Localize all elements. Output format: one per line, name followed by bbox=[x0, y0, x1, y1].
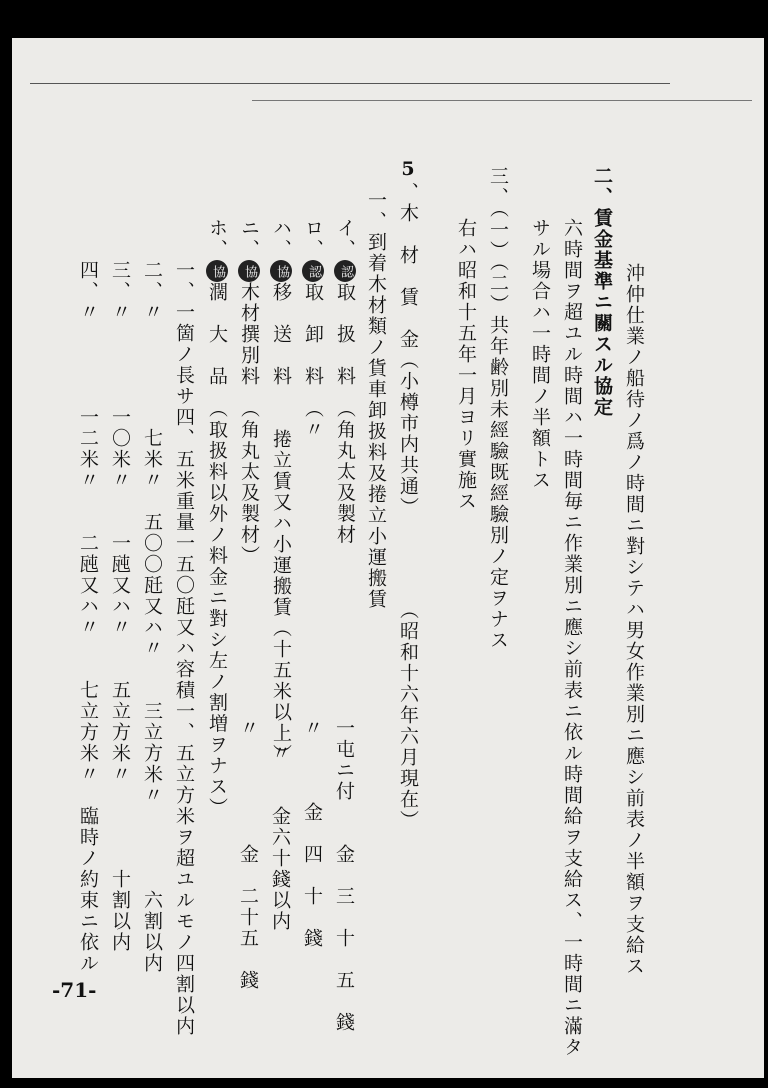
item-ni bbox=[238, 218, 260, 567]
top-rule bbox=[30, 83, 670, 84]
item-i bbox=[334, 218, 356, 546]
item-i-text: 取 扱 料 （角丸太及製材 bbox=[334, 282, 356, 546]
item-ha-text: 移 送 料 捲立賃又ハ小運搬賃（十五米以上） bbox=[270, 282, 292, 765]
section2-line1: 沖仲仕業ノ船待ノ爲ノ時間ニ對シテハ男女作業別ニ應シ前表ノ半額ヲ支給ス bbox=[623, 263, 645, 977]
item-ni-text: 木材撰別料 （角丸太及製材） bbox=[238, 282, 260, 567]
top-rule-secondary bbox=[252, 100, 752, 101]
surcharge-row-1: 一、一箇ノ長サ四、五米重量一五〇瓩又ハ容積一、五立方米ヲ超ユルモノ四割以内 bbox=[173, 260, 195, 1037]
section5-head1: 一、到着木材類ノ貨車卸扱料及捲立小運搬賃 bbox=[365, 190, 387, 610]
surcharge-row-3: 三、〃 一〇米〃 一瓲又ハ〃 五立方米〃 十割以内 bbox=[109, 260, 131, 953]
item-ho-text: 濶 大 品 （取扱料以外ノ料金ニ對シ左ノ割増ヲナス） bbox=[206, 282, 228, 819]
item-ha-label: ハ、 bbox=[270, 218, 292, 260]
section3-line2: 右ハ昭和十五年一月ヨリ實施ス bbox=[455, 218, 477, 512]
item-ha bbox=[270, 218, 292, 765]
section2-line2: 六時間ヲ超ユル時間ハ一時間毎ニ作業別ニ應シ前表ニ依ル時間給ヲ支給ス、一時間ニ滿タ bbox=[561, 218, 583, 1058]
section5-title: 、木 材 賃 金 bbox=[397, 182, 419, 350]
item-ni-price: 〃 金 二十五 錢 bbox=[237, 718, 259, 991]
section2-heading: 二、賃金基準ニ關スル協定 bbox=[591, 166, 613, 418]
approved-seal-icon: 認 bbox=[334, 260, 356, 282]
item-ha-price: 〃 金六十錢以内 bbox=[269, 743, 291, 932]
section2-line3: サル場合ハ一時間ノ半額トス bbox=[529, 218, 551, 491]
item-i-price: 一屯ニ付 金 三 十 五 錢 bbox=[333, 718, 355, 1033]
item-ro bbox=[302, 218, 324, 441]
approved-seal-icon: 認 bbox=[302, 260, 324, 282]
surcharge-row-4: 四、〃 一二米〃 二瓲又ハ〃 七立方米〃 臨時ノ約束ニ依ル bbox=[77, 260, 99, 974]
page-number: -71- bbox=[52, 978, 97, 1002]
item-ro-price: 〃 金 四 十 錢 bbox=[301, 718, 323, 949]
section5-sub1: （小樽市内共通） bbox=[397, 350, 419, 518]
section5-number: 5 bbox=[397, 158, 419, 182]
document-page bbox=[12, 38, 764, 1078]
agreed-seal-icon: 協 bbox=[206, 260, 228, 282]
agreed-seal-icon: 協 bbox=[270, 260, 292, 282]
item-i-label: イ、 bbox=[334, 218, 356, 260]
section3-line1: 三、（一）（二）共年齢別未經驗既經驗別ノ定ヲナス bbox=[487, 166, 509, 651]
surcharge-row-2: 二、〃 七米〃 五〇〇瓩又ハ〃 三立方米〃 六割以内 bbox=[141, 260, 163, 974]
item-ho bbox=[206, 218, 228, 819]
agreed-seal-icon: 協 bbox=[238, 260, 260, 282]
item-ni-label: ニ、 bbox=[238, 218, 260, 260]
section5-title-line bbox=[398, 158, 417, 518]
item-ho-label: ホ、 bbox=[206, 218, 228, 260]
item-ro-label: ロ、 bbox=[302, 218, 324, 260]
item-ro-text: 取 卸 料 （〃 bbox=[302, 282, 324, 441]
section5-sub2: （昭和十六年六月現在） bbox=[397, 600, 419, 831]
